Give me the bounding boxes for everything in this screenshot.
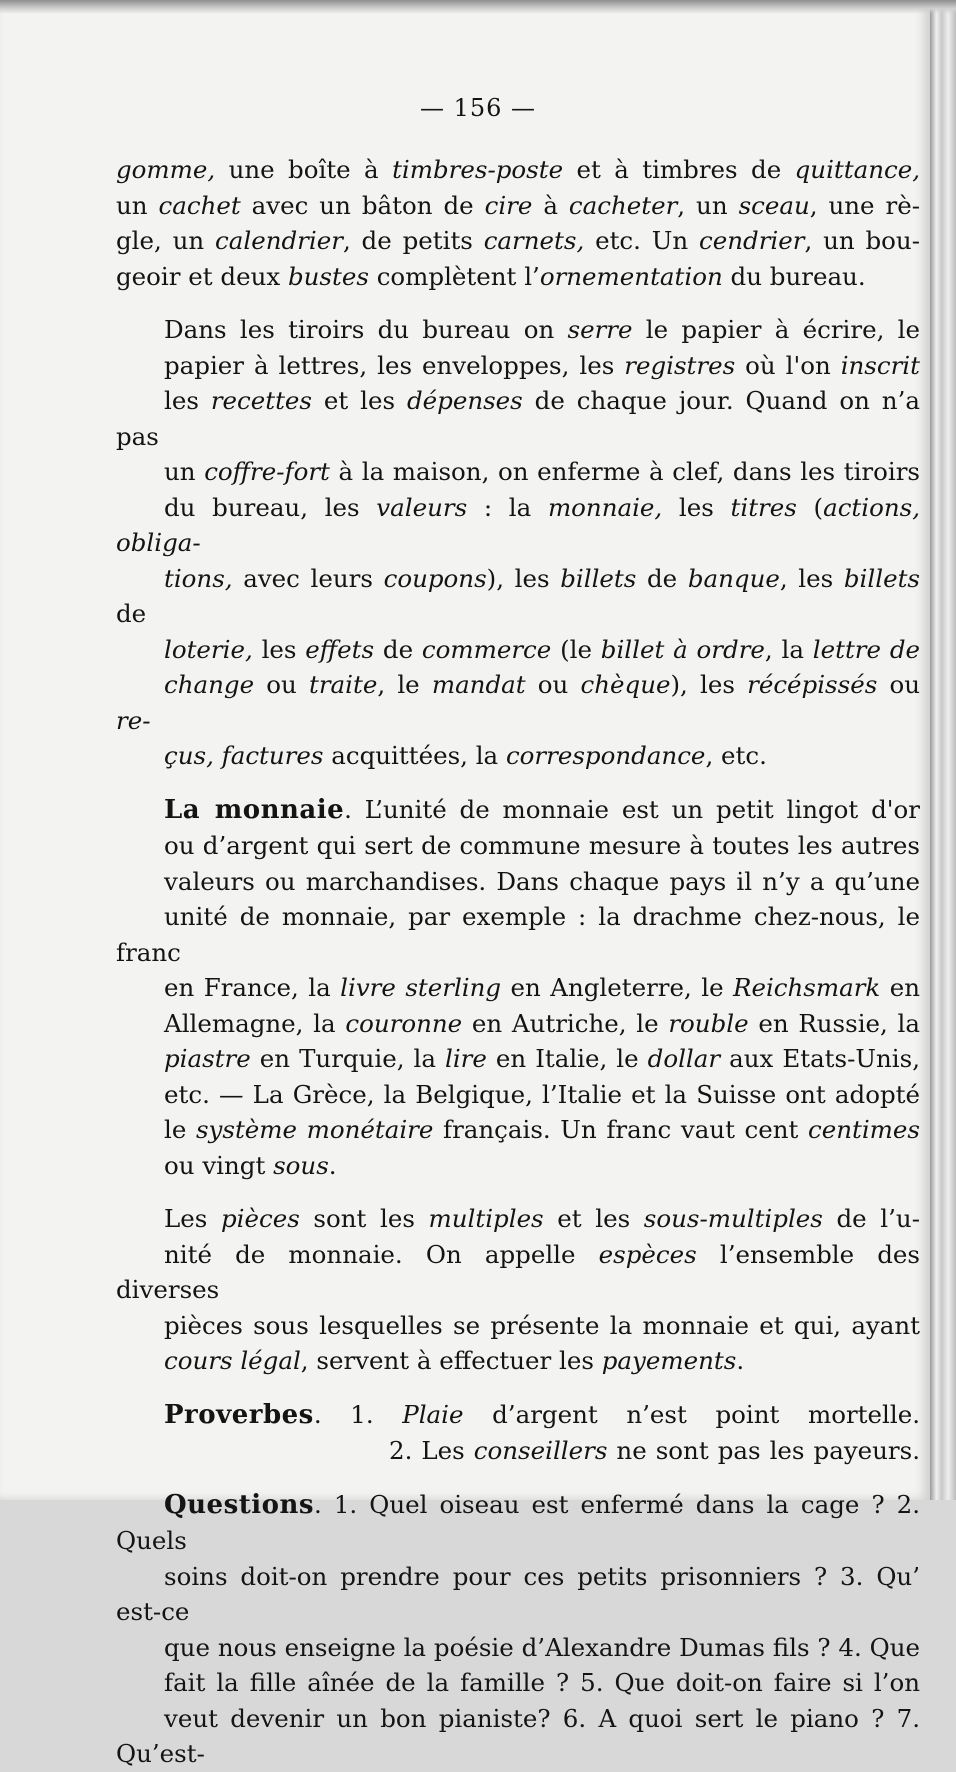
- section-heading: Proverbes: [164, 1399, 314, 1430]
- text-run: de chaque jour. Quand on n’a pas: [116, 386, 920, 451]
- text-line: [116, 259, 920, 295]
- italic-term: cacheter: [568, 190, 678, 220]
- paragraph-coins: [116, 1201, 920, 1379]
- text-run: d’argent n’est point mortelle.: [463, 1399, 920, 1429]
- text-line: [116, 1112, 920, 1148]
- italic-term: livre sterling: [340, 973, 502, 1002]
- text-line: [116, 1201, 920, 1237]
- italic-term: sous-multiples: [643, 1204, 823, 1233]
- text-line: [116, 490, 920, 561]
- text-run: en Russie, la: [748, 1008, 920, 1038]
- text-line: [116, 899, 920, 970]
- text-run: . L’unité de monnaie est un petit lingot d'or: [344, 794, 920, 824]
- text-run: du bureau, les: [164, 492, 377, 522]
- text-run: en Angleterre, le: [501, 973, 734, 1002]
- text-run: ), les: [486, 563, 561, 593]
- text-run: ou: [877, 670, 920, 699]
- italic-term: conseillers: [473, 1436, 608, 1465]
- text-run: ne sont pas les payeurs.: [607, 1436, 921, 1465]
- text-run: que nous enseigne la poésie d’Alexandre Dumas fils ? 4. Que: [164, 1632, 920, 1662]
- text-run: les: [662, 492, 731, 522]
- page-number: — 156 —: [419, 94, 537, 122]
- italic-term: billets: [843, 563, 920, 593]
- text-run: (: [796, 492, 824, 522]
- text-run: en Autriche, le: [462, 1008, 669, 1038]
- italic-term: timbres-poste: [392, 155, 564, 184]
- text-run: à: [532, 190, 569, 220]
- text-line: [116, 561, 920, 632]
- section-heading: Questions: [164, 1489, 315, 1520]
- text-line: [116, 864, 920, 900]
- text-body: [116, 152, 920, 1772]
- text-run: un: [164, 457, 205, 486]
- italic-term: quittance,: [794, 155, 921, 184]
- text-run: avec un bâton de: [240, 190, 485, 220]
- text-run: Les: [164, 1204, 221, 1233]
- italic-term: dollar: [647, 1044, 721, 1073]
- italic-term: traite: [308, 670, 378, 699]
- italic-term: inscrit: [840, 350, 920, 380]
- text-run: de: [636, 563, 688, 593]
- text-run: et à timbres de: [563, 155, 795, 184]
- text-run: , de petits: [342, 226, 484, 255]
- italic-term: billets: [560, 563, 637, 593]
- text-line: [116, 1397, 920, 1434]
- italic-term: change: [164, 670, 255, 699]
- italic-term: Reichsmark: [733, 973, 881, 1002]
- text-line: [116, 667, 920, 738]
- text-run: , une rè-: [809, 190, 921, 220]
- italic-term: çus, factures: [164, 741, 324, 770]
- italic-term: chèque: [580, 670, 671, 699]
- text-line: [116, 1077, 920, 1113]
- italic-term: pièces: [220, 1204, 300, 1233]
- italic-term: dépenses: [406, 386, 523, 415]
- italic-term: cendrier: [699, 226, 805, 255]
- text-run: , un bou-: [804, 226, 920, 255]
- text-line: [116, 454, 920, 490]
- italic-term: effets: [305, 634, 375, 664]
- italic-term: sceau: [738, 190, 810, 220]
- questions: [116, 1487, 920, 1772]
- text-line: [116, 1701, 920, 1772]
- text-run: 2. Les: [389, 1436, 474, 1465]
- italic-term: valeurs: [376, 492, 468, 522]
- text-run: en: [880, 973, 920, 1002]
- text-run: , un: [677, 190, 739, 220]
- italic-term: correspondance: [505, 741, 706, 770]
- text-line: [116, 1237, 920, 1308]
- italic-term: carnets,: [483, 226, 585, 255]
- text-run: pièces sous lesquelles se présente la monnaie et qui, ayant: [164, 1310, 920, 1340]
- italic-term: payements: [601, 1346, 737, 1375]
- text-line: [116, 1559, 920, 1630]
- text-run: un: [116, 190, 159, 220]
- text-run: , les: [779, 563, 844, 593]
- text-line: [116, 828, 920, 864]
- text-run: .: [328, 1150, 337, 1180]
- italic-term: coffre-fort: [204, 457, 330, 486]
- italic-term: lettre de: [812, 634, 920, 664]
- text-run: ou: [254, 670, 309, 699]
- text-run: soins doit-on prendre pour ces petits prisonniers ? 3. Qu’ est-ce: [116, 1561, 920, 1626]
- text-line: [116, 1148, 920, 1184]
- italic-term: tions,: [164, 563, 233, 593]
- text-run: le papier à écrire, le: [632, 315, 920, 344]
- italic-term: couronne: [345, 1008, 463, 1038]
- italic-term: rouble: [668, 1008, 749, 1038]
- text-line: [116, 348, 920, 384]
- italic-term: piastre: [164, 1044, 251, 1073]
- paragraph-drawers: [116, 312, 920, 774]
- text-line: [116, 383, 920, 454]
- text-run: en France, la: [164, 973, 341, 1002]
- italic-term: récépissés: [747, 670, 878, 699]
- text-run: où l'on: [735, 350, 841, 380]
- text-line: [116, 1041, 920, 1077]
- text-run: etc. — La Grèce, la Belgique, l’Italie et la Suisse ont adopté: [164, 1079, 920, 1109]
- text-run: complètent l’: [368, 261, 540, 291]
- italic-term: recettes: [210, 386, 313, 415]
- text-run: , le: [377, 670, 432, 699]
- text-run: , etc.: [705, 741, 767, 770]
- text-run: .: [736, 1346, 745, 1375]
- text-run: et les: [543, 1204, 644, 1233]
- text-line: [116, 632, 920, 668]
- italic-term: cours légal: [164, 1346, 301, 1375]
- text-run: . 1.: [313, 1399, 403, 1429]
- text-run: geoir et deux: [116, 261, 288, 291]
- text-line: [116, 1433, 920, 1469]
- text-run: etc. Un: [584, 226, 700, 255]
- text-run: acquittées, la: [323, 741, 506, 770]
- text-line: [116, 1006, 920, 1042]
- text-run: Dans les tiroirs du bureau on: [164, 315, 568, 344]
- text-run: le: [164, 1115, 196, 1144]
- italic-term: sous: [273, 1150, 329, 1180]
- italic-term: centimes: [808, 1115, 920, 1144]
- text-line: [116, 1343, 920, 1379]
- text-run: de: [116, 599, 147, 628]
- page-edge: [930, 0, 956, 1500]
- italic-term: banque: [687, 563, 780, 593]
- text-line: [116, 738, 920, 774]
- italic-term: loterie,: [164, 634, 253, 664]
- italic-term: espèces: [598, 1239, 697, 1269]
- text-run: français. Un franc vaut cent: [433, 1115, 808, 1144]
- text-run: du bureau.: [722, 261, 866, 291]
- text-run: valeurs ou marchandises. Dans chaque pays il n’y a qu’une: [164, 866, 920, 896]
- text-line: [116, 1630, 920, 1666]
- italic-term: coupons: [383, 563, 487, 593]
- text-run: en Turquie, la: [250, 1044, 445, 1073]
- italic-term: calendrier: [215, 226, 343, 255]
- italic-term: cire: [484, 190, 533, 220]
- text-run: en Italie, le: [486, 1044, 648, 1073]
- italic-term: re-: [116, 705, 151, 735]
- text-run: à la maison, on enferme à clef, dans les tiroirs: [329, 457, 920, 486]
- text-line: [116, 312, 920, 348]
- italic-term: billet à ordre: [600, 634, 765, 664]
- text-run: . 1. Quel oiseau est enfermé dans la cage ? 2. Quels: [116, 1489, 920, 1555]
- italic-term: registres: [624, 350, 736, 380]
- text-line: [116, 1665, 920, 1701]
- text-run: avec leurs: [232, 563, 384, 593]
- text-line: [116, 970, 920, 1006]
- text-line: [116, 223, 920, 259]
- italic-term: gomme,: [116, 155, 216, 184]
- text-run: (le: [551, 634, 601, 664]
- text-run: , la: [764, 634, 813, 664]
- text-run: , servent à effectuer les: [300, 1346, 602, 1375]
- text-run: sont les: [299, 1204, 429, 1233]
- proverbs: [116, 1397, 920, 1469]
- text-run: l’ensemble des diverses: [116, 1239, 920, 1304]
- text-run: veut devenir un bon pianiste? 6. A quoi sert le piano ? 7. Qu’est-: [116, 1703, 920, 1768]
- italic-term: mandat: [431, 670, 526, 699]
- italic-term: titres: [730, 492, 797, 522]
- text-run: aux Etats-Unis,: [720, 1044, 920, 1073]
- italic-term: actions, obliga-: [116, 492, 920, 557]
- text-run: les: [164, 386, 211, 415]
- italic-term: serre: [567, 315, 633, 344]
- text-run: : la: [467, 492, 548, 522]
- text-line: [116, 152, 920, 188]
- text-run: de: [374, 634, 422, 664]
- text-run: unité de monnaie, par exemple : la drachme chez-nous, le franc: [116, 902, 920, 967]
- text-run: ), les: [670, 670, 748, 699]
- italic-term: monnaie,: [547, 492, 663, 522]
- italic-term: système monétaire: [195, 1115, 434, 1144]
- top-edge-shadow: [0, 0, 956, 14]
- text-run: et les: [312, 386, 407, 415]
- text-run: une boîte à: [215, 155, 393, 184]
- italic-term: bustes: [287, 261, 369, 291]
- italic-term: multiples: [428, 1204, 544, 1233]
- text-line: [116, 792, 920, 829]
- text-run: ou vingt: [164, 1150, 274, 1180]
- paragraph-money: [116, 792, 920, 1184]
- text-line: [116, 1308, 920, 1344]
- paragraph-office-items: [116, 152, 920, 294]
- text-run: nité de monnaie. On appelle: [164, 1239, 599, 1269]
- italic-term: commerce: [421, 634, 552, 664]
- text-run: ou d’argent qui sert de commune mesure à toutes les autres: [164, 831, 920, 860]
- text-line: [116, 1487, 920, 1559]
- italic-term: cachet: [158, 190, 241, 220]
- italic-term: lire: [444, 1044, 487, 1073]
- text-run: les: [252, 634, 306, 664]
- text-run: gle, un: [116, 226, 216, 255]
- text-run: Allemagne, la: [164, 1008, 346, 1038]
- text-run: ou: [525, 670, 581, 699]
- text-run: papier à lettres, les enveloppes, les: [164, 350, 625, 380]
- text-line: [116, 188, 920, 224]
- italic-term: ornementation: [539, 261, 723, 291]
- text-run: de l’u-: [822, 1204, 920, 1233]
- italic-term: Plaie: [402, 1399, 464, 1429]
- text-run: fait la fille aînée de la famille ? 5. Que doit-on faire si l’on: [164, 1668, 920, 1697]
- section-heading: La monnaie: [164, 794, 345, 825]
